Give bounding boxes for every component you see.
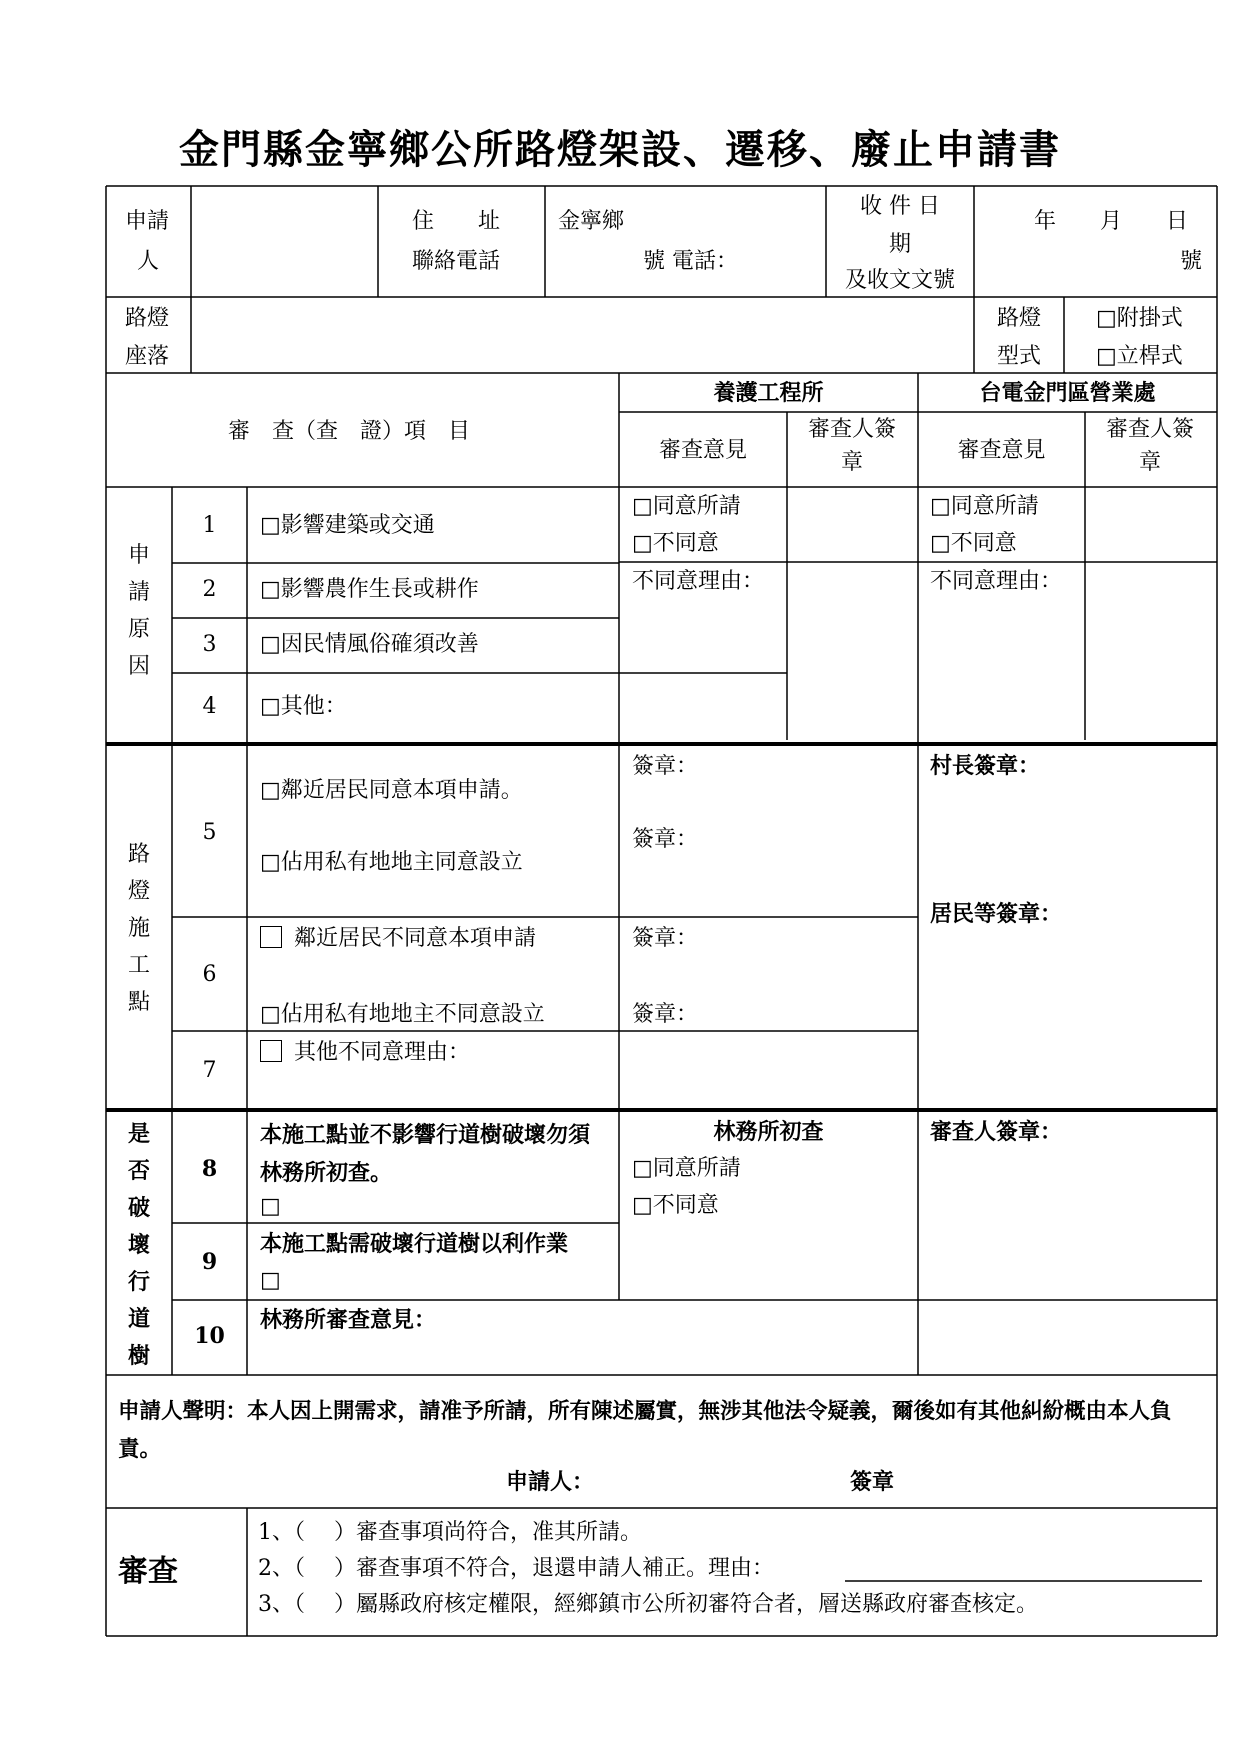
maintenance-agree-checkbox[interactable]: □同意所請 — [632, 494, 741, 519]
phone-label: 聯絡電話 — [412, 249, 501, 274]
site-group-label: 路 燈 施 工 點 — [127, 842, 150, 1015]
reason-no-2: 2 — [202, 577, 217, 602]
address-value[interactable]: 金寧鄉 — [558, 209, 625, 234]
other-disagree-checkbox[interactable]: 其他不同意理由： — [260, 1036, 470, 1069]
taipower-reason-label: 不同意理由： — [930, 569, 1063, 594]
location-label-1: 路燈 — [125, 306, 170, 331]
tree-no-8: 8 — [201, 1156, 218, 1182]
org-maintenance-header: 養護工程所 — [713, 380, 824, 406]
reason-no-1: 1 — [202, 513, 217, 538]
signature-label: 簽章 — [850, 1470, 895, 1495]
address-value-2[interactable]: 號 電話： — [643, 249, 738, 274]
forestry-agree-checkbox[interactable]: □同意所請 — [632, 1156, 741, 1181]
opinion-header-1: 審查意見 — [658, 438, 747, 463]
maintenance-disagree-checkbox[interactable]: □不同意 — [632, 531, 719, 556]
lamp-type-pole-checkbox[interactable]: □立桿式 — [1096, 344, 1183, 369]
residents-agree-checkbox[interactable]: □鄰近居民同意本項申請。 — [260, 778, 523, 803]
address-label: 住 址 — [412, 209, 501, 234]
final-review-option-1[interactable]: 1、（ ）審查事項尚符合，准其所請。 — [258, 1520, 642, 1545]
village-chief-sign-label: 村長簽章： — [930, 753, 1041, 779]
reason-4-checkbox[interactable]: □其他： — [260, 694, 347, 719]
reasons-group-label: 申 請 原 因 — [127, 543, 150, 679]
residents-sign-label: 居民等簽章： — [930, 901, 1063, 927]
reviewer-sign-label: 審查人簽章： — [930, 1119, 1063, 1145]
lamp-type-label-1: 路燈 — [997, 306, 1042, 331]
tree-item-8-text: 本施工點並不影響行道樹破壞勿須林務所初查。 — [260, 1122, 591, 1186]
landowner-disagree-checkbox[interactable]: □佔用私有地地主不同意設立 — [260, 1002, 545, 1027]
sign-label-3: 簽章： — [632, 926, 699, 951]
form-title: 金門縣金寧鄉公所路燈架設、遷移、廢止申請書 — [179, 126, 1061, 173]
sign-label-1: 簽章： — [632, 754, 699, 779]
sign-label-2: 簽章： — [632, 827, 699, 852]
received-label-1: 收 件 日 — [860, 194, 940, 219]
landowner-agree-checkbox[interactable]: □佔用私有地地主同意設立 — [260, 850, 523, 875]
reason-1-checkbox[interactable]: □影響建築或交通 — [260, 513, 435, 538]
checkbox-icon — [260, 926, 282, 948]
taipower-disagree-checkbox[interactable]: □不同意 — [930, 531, 1017, 556]
received-label-2: 期 — [888, 232, 911, 257]
tree-item-9-checkbox[interactable]: □ — [260, 1268, 281, 1293]
maintenance-reason-label: 不同意理由： — [632, 569, 765, 594]
final-review-option-3[interactable]: 3、（ ）屬縣政府核定權限，經鄉鎮市公所初審符合者，層送縣政府審查核定。 — [258, 1592, 1038, 1617]
site-no-6: 6 — [202, 962, 217, 987]
trees-group-label: 是 否 破 壞 行 道 樹 — [127, 1121, 150, 1369]
signer-header-2: 審查人簽章 — [1105, 417, 1194, 475]
opinion-header-2: 審查意見 — [957, 438, 1046, 463]
org-taipower-header: 台電金門區營業處 — [979, 380, 1156, 406]
received-label-3: 及收文文號 — [844, 268, 955, 293]
tree-no-9: 9 — [201, 1249, 218, 1275]
tree-no-10: 10 — [194, 1323, 225, 1349]
number-field[interactable]: 號 — [1180, 249, 1203, 274]
applicant-label-2: 人 — [137, 249, 160, 274]
residents-disagree-checkbox[interactable]: 鄰近居民不同意本項申請 — [260, 922, 536, 955]
reason-3-checkbox[interactable]: □因民情風俗確須改善 — [260, 632, 479, 657]
signer-header-1: 審查人簽章 — [807, 417, 896, 475]
reason-no-4: 4 — [202, 694, 217, 719]
site-no-5: 5 — [202, 820, 217, 845]
forestry-disagree-checkbox[interactable]: □不同意 — [632, 1193, 719, 1218]
applicant-sign-label: 申請人： — [506, 1470, 595, 1495]
applicant-label-1: 申請 — [125, 209, 170, 234]
tree-item-9-text: 本施工點需破壞行道樹以利作業 — [260, 1231, 569, 1257]
forestry-title: 林務所初查 — [713, 1119, 824, 1145]
taipower-agree-checkbox[interactable]: □同意所請 — [930, 494, 1039, 519]
reason-no-3: 3 — [202, 632, 217, 657]
location-label-2: 座落 — [125, 344, 170, 369]
tree-item-8-checkbox[interactable]: □ — [260, 1194, 281, 1219]
date-field[interactable]: 年 月 日 — [1034, 209, 1189, 234]
review-items-header: 審 查（查 證）項 目 — [228, 419, 471, 444]
final-review-label: 審查 — [118, 1554, 178, 1589]
applicant-declaration: 申請人聲明：本人因上開需求，請准予所請，所有陳述屬實，無涉其他法令疑義，爾後如有其他糾紛概由本人負責。 — [118, 1399, 1172, 1462]
checkbox-icon — [260, 1040, 282, 1062]
final-review-option-2[interactable]: 2、（ ）審查事項不符合，退還申請人補正。理由： — [258, 1556, 774, 1581]
site-no-7: 7 — [202, 1058, 217, 1083]
lamp-type-attached-checkbox[interactable]: □附掛式 — [1096, 306, 1183, 331]
lamp-type-label-2: 型式 — [997, 344, 1042, 369]
reason-2-checkbox[interactable]: □影響農作生長或耕作 — [260, 577, 479, 602]
forestry-opinion-label: 林務所審查意見： — [260, 1307, 437, 1333]
sign-label-4: 簽章： — [632, 1002, 699, 1027]
